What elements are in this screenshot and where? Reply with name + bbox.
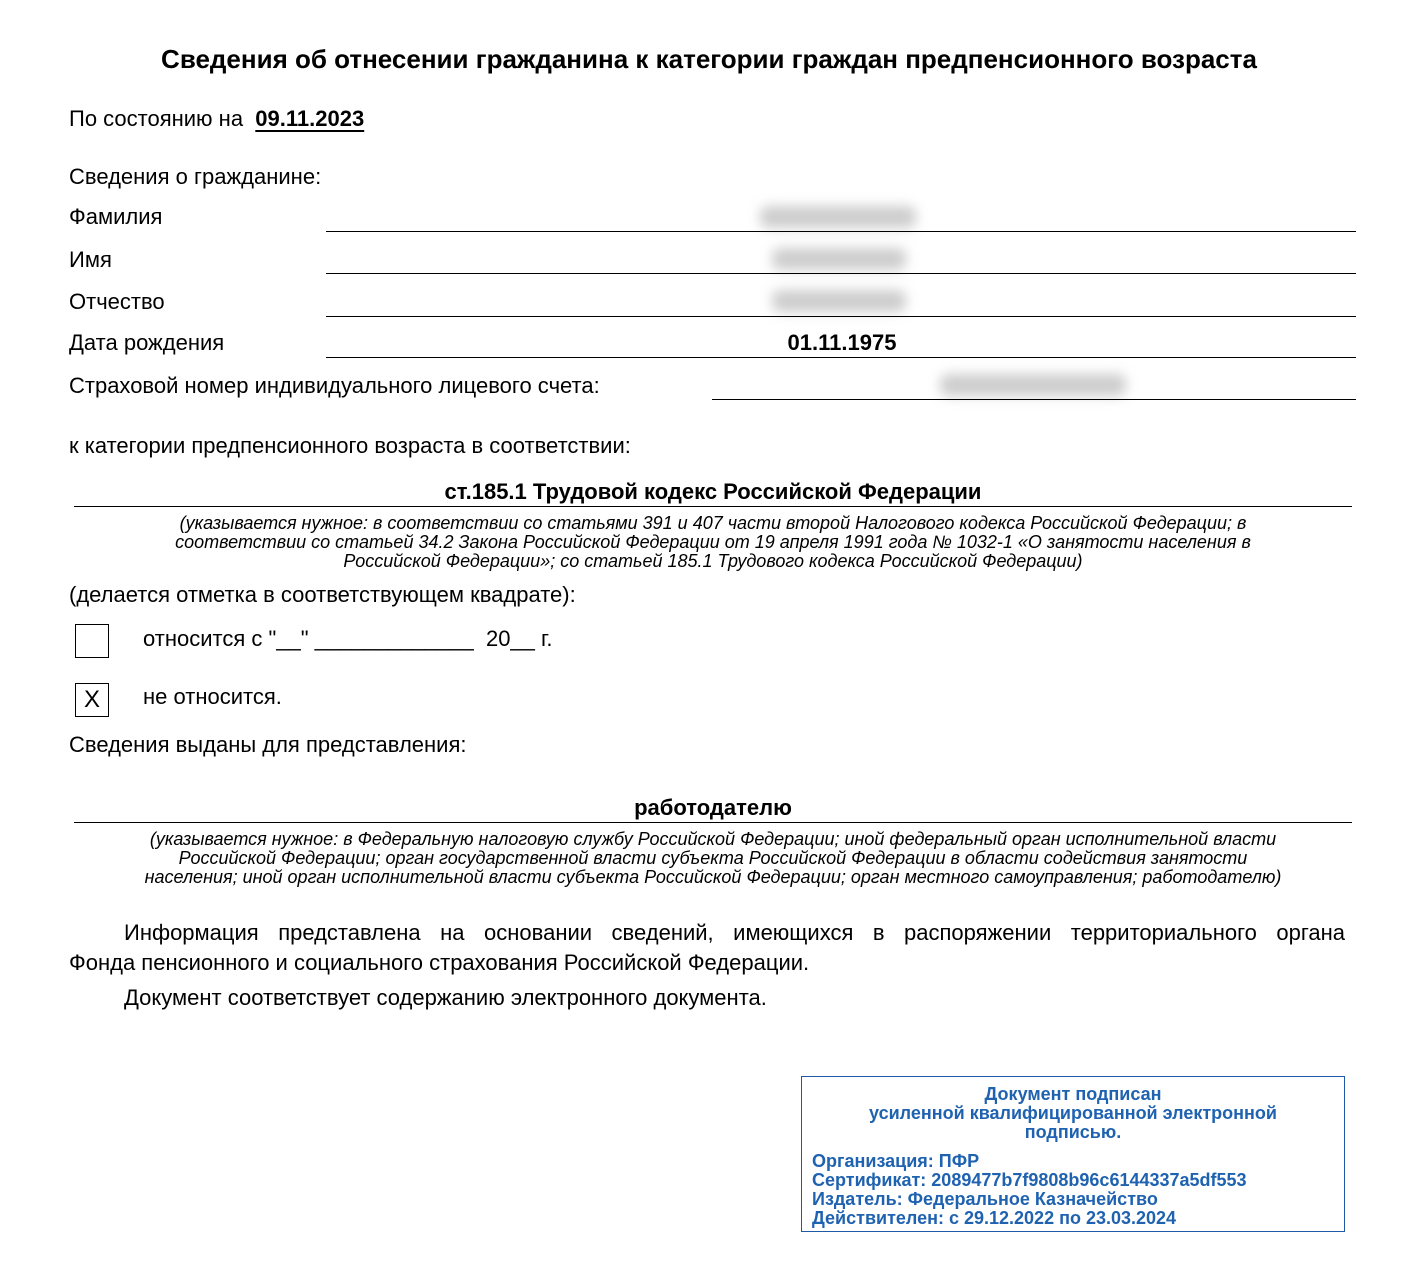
category-basis-line [74, 506, 1352, 507]
basis-note-line-1: (указывается нужное: в соответствии со статьями 391 и 407 части второй Налогового кодекса Российской Федерации; в [179, 513, 1247, 533]
signature-issuer: Издатель: Федеральное Казначейство [812, 1189, 1158, 1209]
basis-note-line-2: соответствии со статьей 34.2 Закона Российской Федерации от 19 апреля 1991 года № 1032-1 «О занятости населения в [175, 532, 1251, 552]
issued-recipient: работодателю [634, 795, 792, 820]
birthdate-line [326, 357, 1356, 358]
option-no-label: не относится. [143, 684, 282, 709]
option-yes-label: относится с "__" _____________ 20__ г. [143, 626, 553, 651]
signature-heading [802, 1085, 1344, 1142]
patronymic-redacted [772, 290, 906, 312]
recipient-note-line-1: (указывается нужное: в Федеральную налоговую службу Российской Федерации; иной федеральный орган исполнительной власти [149, 829, 1277, 849]
issued-label: Сведения выданы для представления: [69, 732, 467, 757]
signature-heading-line-2: усиленной квалифицированной электронной [869, 1103, 1277, 1123]
patronymic-label: Отчество [69, 289, 165, 314]
option-yes-checkbox[interactable] [75, 624, 109, 658]
category-intro: к категории предпенсионного возраста в соответствии: [69, 433, 631, 458]
as-of-date: 09.11.2023 [255, 106, 365, 131]
birthdate-label: Дата рождения [69, 330, 225, 355]
mark-instruction: (делается отметка в соответствующем квадрате): [69, 582, 576, 607]
name-redacted [772, 248, 906, 270]
name-line [326, 273, 1356, 274]
issued-recipient-note [74, 830, 1352, 887]
recipient-note-line-2: Российской Федерации; орган государственной власти субъекта Российской Федерации в области содействия занятости [178, 848, 1248, 868]
as-of-line [69, 106, 364, 132]
snils-redacted [940, 374, 1126, 396]
surname-line [326, 231, 1356, 232]
signature-validity: Действителен: с 29.12.2022 по 23.03.2024 [812, 1208, 1177, 1228]
name-label: Имя [69, 247, 112, 272]
category-basis-note [74, 514, 1352, 571]
snils-line [712, 399, 1356, 400]
signature-certificate: Сертификат: 2089477b7f9808b96c6144337a5df553 [812, 1170, 1247, 1190]
surname-label: Фамилия [69, 204, 163, 229]
patronymic-line [326, 316, 1356, 317]
category-basis: ст.185.1 Трудовой кодекс Российской Федерации [444, 479, 982, 504]
signature-heading-line-3: подписью. [1024, 1122, 1122, 1142]
option-no-checkbox[interactable]: X [75, 683, 109, 717]
info-paragraph [69, 918, 1345, 978]
conformity-statement: Документ соответствует содержанию электронного документа. [124, 985, 767, 1010]
signature-organization: Организация: ПФР [812, 1151, 980, 1171]
citizen-section-label: Сведения о гражданине: [69, 164, 322, 189]
basis-note-line-3: Российской Федерации»; со статьей 185.1 Трудового кодекса Российской Федерации) [343, 551, 1083, 571]
issued-recipient-line [74, 822, 1352, 823]
birthdate-value: 01.11.1975 [787, 330, 897, 355]
signature-details [812, 1152, 1344, 1228]
info-paragraph-line-2: Фонда пенсионного и социального страхования Российской Федерации. [69, 950, 810, 975]
surname-redacted [760, 206, 916, 228]
info-paragraph-line-1: Информация представлена на основании сведений, имеющихся в распоряжении территориального органа [124, 920, 1345, 945]
electronic-signature-stamp [801, 1076, 1345, 1232]
as-of-label: По состоянию на [69, 106, 244, 131]
snils-label: Страховой номер индивидуального лицевого счета: [69, 373, 600, 398]
document-title: Сведения об отнесении гражданина к категории граждан предпенсионного возраста [161, 44, 1257, 74]
signature-heading-line-1: Документ подписан [984, 1084, 1162, 1104]
recipient-note-line-3: населения; иной орган исполнительной власти субъекта Российской Федерации; орган местного самоуправления; работодателю) [144, 867, 1282, 887]
